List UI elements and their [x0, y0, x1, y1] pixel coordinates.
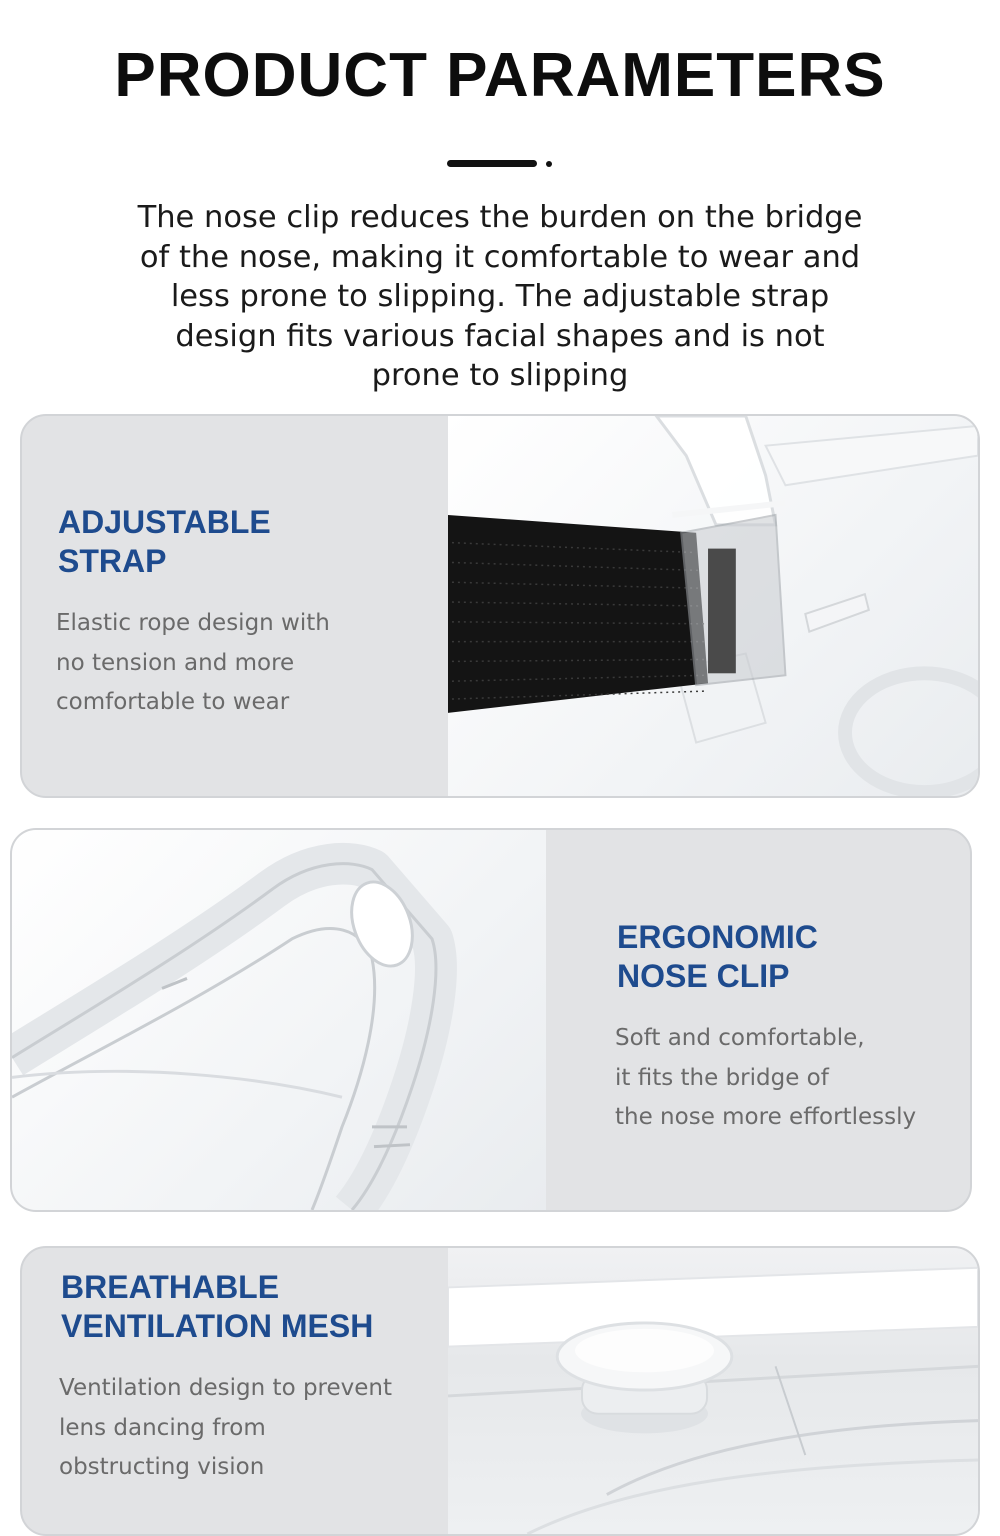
feature-desc-line: obstructing vision — [59, 1454, 265, 1480]
intro-line: less prone to slipping. The adjustable strap — [170, 279, 830, 314]
feature-desc-line: Elastic rope design with — [56, 610, 330, 636]
divider-bar — [447, 160, 537, 167]
intro-text — [100, 198, 900, 396]
feature-title — [617, 918, 957, 996]
feature-title-line: ADJUSTABLE — [58, 504, 271, 540]
feature-card-ventilation-mesh — [20, 1246, 980, 1536]
feature-title-line: BREATHABLE — [61, 1269, 280, 1305]
feature-description — [59, 1369, 439, 1488]
feature-title-line: NOSE CLIP — [617, 958, 790, 994]
feature-desc-line: it fits the bridge of — [615, 1064, 829, 1091]
intro-line: prone to slipping — [371, 358, 629, 393]
nose-clip-photo — [12, 830, 546, 1210]
feature-description — [56, 604, 436, 723]
elastic-strap-illustration — [448, 416, 978, 796]
divider-dot — [546, 161, 552, 167]
intro-line: of the nose, making it comfortable to wear and — [139, 239, 861, 275]
feature-card-adjustable-strap — [20, 414, 980, 798]
nose-clip-illustration — [12, 830, 546, 1210]
feature-desc-line: the nose more effortlessly — [615, 1104, 917, 1130]
feature-desc-line: no tension and more — [56, 649, 295, 676]
feature-desc-line: lens dancing from — [59, 1414, 266, 1441]
feature-title-line: STRAP — [58, 543, 167, 579]
feature-title-line: VENTILATION MESH — [61, 1308, 374, 1344]
feature-description — [615, 1019, 960, 1138]
feature-desc-line: Ventilation design to prevent — [59, 1375, 393, 1401]
elastic-strap-photo — [448, 416, 978, 796]
feature-card-nose-clip — [10, 828, 972, 1212]
intro-line: The nose clip reduces the burden on the bridge — [137, 200, 863, 235]
ventilation-valve-photo — [448, 1248, 978, 1534]
feature-title-line: ERGONOMIC — [617, 919, 818, 955]
feature-desc-line: Soft and comfortable, — [615, 1025, 865, 1051]
feature-title — [61, 1268, 441, 1346]
feature-title — [58, 503, 438, 581]
page-title: PRODUCT PARAMETERS — [114, 41, 886, 110]
feature-desc-line: comfortable to wear — [56, 689, 290, 715]
title-divider — [447, 160, 557, 170]
ventilation-valve-illustration — [448, 1248, 978, 1534]
intro-line: design fits various facial shapes and is not — [175, 318, 825, 354]
